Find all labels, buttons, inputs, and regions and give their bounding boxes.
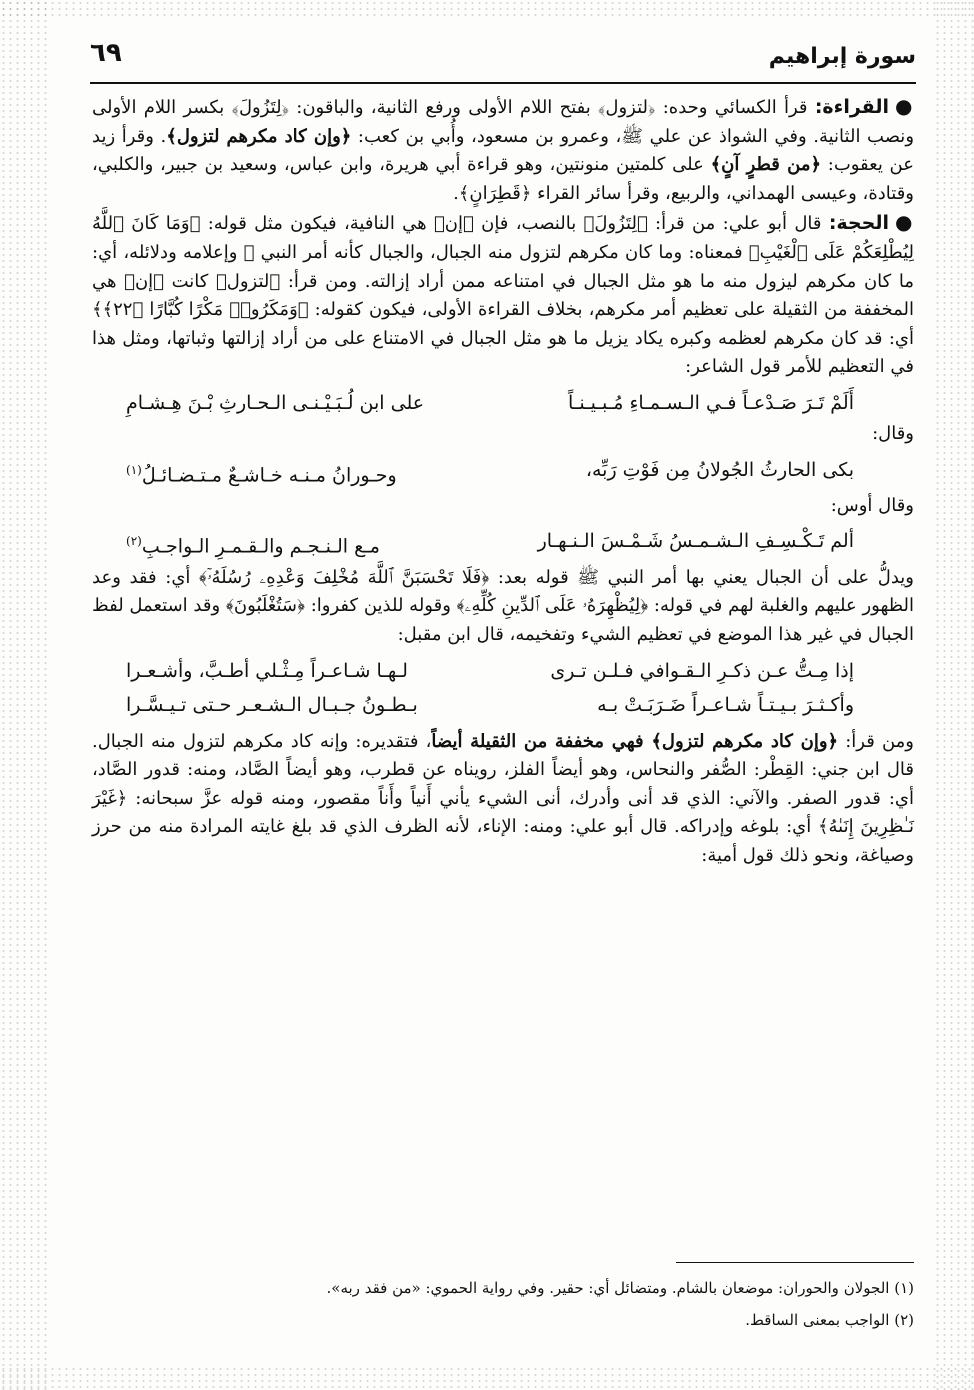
reading-bold-1: ﴿وإن كاد مكرهم لتزول﴾ فهي مخففة من الثقيلة أيضاً [431,730,839,752]
poem-verse [126,654,854,688]
qiraa-bold-1: ﴿وإن كاد مكرهم لتزول﴾ [166,125,352,147]
footnote-number: (٢) [894,1311,914,1329]
verse-right-hemistich: ألم تَـكْـسِـفِ الـشـمـسُ شَـمْـسَ الـنـهـار [537,530,854,553]
page-number: ٦٩ [90,38,122,68]
scan-noise-top [0,0,974,20]
verse-left-hemistich: على ابن لُـبَـيْـنـى الـحـارثِ بْـنَ هِـشـامِ [126,391,425,414]
said-line: وقال أوس: [830,494,914,516]
hujja-text: قال أبو علي: من قرأ: ﴿لِتَزُولَ﴾ بالنصب، فإن ﴿إن﴾ هي النافية، فيكون مثل قوله: ﴿وَمَا كَانَ ٱللَّهُ لِيُطْلِعَكُمْ عَلَى ٱلْغَيْبِ﴾ فمعناه: وما كان مكرهم لتزول منه الجبال، والجبال كأنه أمر النبي ﷺ وإعلامه ودلائله، أي: ما كان مكرهم ليزول منه ما هو مثل الجبال في امتناعه ممن أراد إزالته. ومن قرأ: ﴿لتزول﴾ كانت ﴿إن﴾ هي المخففة من الثقيلة على تعظيم أمر مكرهم، بخلاف القراءة الأولى، فيكون كقوله: ﴿وَمَكَرُوا۟ مَكْرًا كُبَّارًا ﴿٢٢﴾﴾ أي: قد كان مكرهم لعظمه وكبره يكاد يزيل ما هو مثل الجبال في الامتناع على من أراد إزالتها وثباتها، ومثل هذا في التعظيم للأمر قول الشاعر: [92,213,914,378]
surah-title: سورة إبراهيم [768,44,916,69]
said-line: وقال: [872,422,914,444]
qiraa-text-1: قرأ الكسائي وحده: ﴿لتزول﴾ بفتح اللام الأولى ورفع الثانية، والباقون: ﴿لِتَزُولَ﴾ بكسر اللام الأولى ونصب الثانية. وفي الشواذ عن علي ﷺ، وعمرو بن مسعود، وأُبي بن كعب: [92,97,915,147]
bullet-icon: ● [895,94,915,118]
scan-noise-bottom [0,1366,974,1390]
footnote-item [92,1304,914,1336]
verse-left-hemistich: بـطـونُ جـبـال الـشـعـر حـتى تـيـسَّـرا [126,693,418,716]
footnote-item [92,1272,914,1304]
footnote-divider [676,1262,914,1263]
reading-text-1: ومن قرأ: [838,730,914,752]
verse-left-hemistich: وحـورانُ مـنـه خـاشـعٌ مـتـضـائـلُ$^{(١)}$ [126,462,397,486]
reading-paragraph [92,728,914,871]
footnote-number: (١) [894,1279,914,1297]
verse-right-hemistich: وأكـثـرَ بـيـتـاً شـاعـراً ضَـرَبَـتْ بـه [597,693,854,716]
evidence-paragraph: ويدلُّ على أن الجبال يعني بها أمر النبي ﷺ قوله بعد: ﴿فَلَا تَحْسَبَنَّ ٱللَّهَ مُخْلِفَ وَعْدِهِۦ رُسُلَهُۥٓ﴾ أي: فقد وعد الظهور عليهم والغلبة لهم في قوله: ﴿لِيُظْهِرَهُۥ عَلَى ٱلدِّينِ كُلِّهِۦ﴾ وقوله للذين كفروا: ﴿سَتُغْلَبُونَ﴾ وقد استعمل لفظ الجبال في غير هذا الموضع في تعظيم الشيء وتفخيمه، قال ابن مقبل: [92,566,914,645]
verse-right-hemistich: بكى الحارثُ الجُولانُ مِن فَوْتِ رَبِّه، [585,458,854,481]
qiraa-text-2: . وقرأ زيد عن يعقوب: [92,125,915,176]
footnote-text: الجولان والحوران: موضعان بالشام. ومتضائل أي: حقير. وفي رواية الحموي: «من فقد ربه». [326,1279,890,1297]
scan-noise-left [0,0,50,1390]
qiraa-label: القراءة: [814,96,889,118]
verse-left-hemistich: مـع الـنـجـم والـقـمـرِ الـواجـبِ$^{(٢)}$ [126,534,380,558]
verse-left-hemistich: لـهـا شـاعـراً مِـثْـلي أطـبَّ، وأشـعـرا [126,659,408,682]
verse-right-hemistich: أَلَمْ تَـرَ صَـدْعـاً فـي الـسـمـاءِ مُـبـيـنـاً [568,391,854,414]
reading-text-2: ، فتقديره: وإنه كاد مكرهم لتزول منه الجبال. قال ابن جني: القِطْر: الصُّفر والنحاس، وهو أيضاً الفلز، رويناه عن قطرب، وهو أيضاً الصَّاد، ومنه: قدور الصَّاد، أي: قدور الصفر. والآني: الذي قد أنى وأدرك، أنى الشيء يأني أَنياً وأَناً مقصور، ومنه قوله عزَّ سبحانه: ﴿غَيْرَ نَـٰظِرِينَ إِنَىٰهُ﴾ أي: بلوغه وإدراكه. قال أبو علي: ومنه: الإناء، لأنه الظرف الذي قد بلغ غايته المرادة منه من حرز وصياغة، ونحو ذلك قول أمية: [92,730,915,866]
poem-verse [126,453,854,492]
footnote-marker: (١) [126,462,142,477]
qiraa-bold-2: ﴿من قطرٍ آنٍ﴾ [710,154,822,176]
hujja-paragraph [92,208,914,382]
footnote-text: الواجب بمعنى الساقط. [745,1311,890,1329]
scan-noise-right [934,0,974,1390]
poem-verse [126,688,854,722]
verse-right-hemistich: إذا مِـتُّ عـن ذكـرِ الـقـوافي فـلـن تـرى [550,659,854,682]
qiraa-paragraph [92,92,914,208]
page-header [90,36,916,84]
poem-verse [126,386,854,420]
bullet-icon: ● [894,210,915,235]
poem-verse [126,524,854,563]
hujja-label: الحجة: [828,212,889,235]
page-body [92,92,914,871]
qiraa-text-3: على كلمتين منونتين، وهو قراءة أبي هريرة، وابن عباس، وسعيد بن جبير، والكلبي، وقتادة، وعيسى الهمداني، والربيع، وقرأ سائر القراء ﴿قَطِرَانٍ﴾. [92,154,914,204]
footnote-marker: (٢) [126,534,142,549]
footnotes [92,1272,914,1336]
